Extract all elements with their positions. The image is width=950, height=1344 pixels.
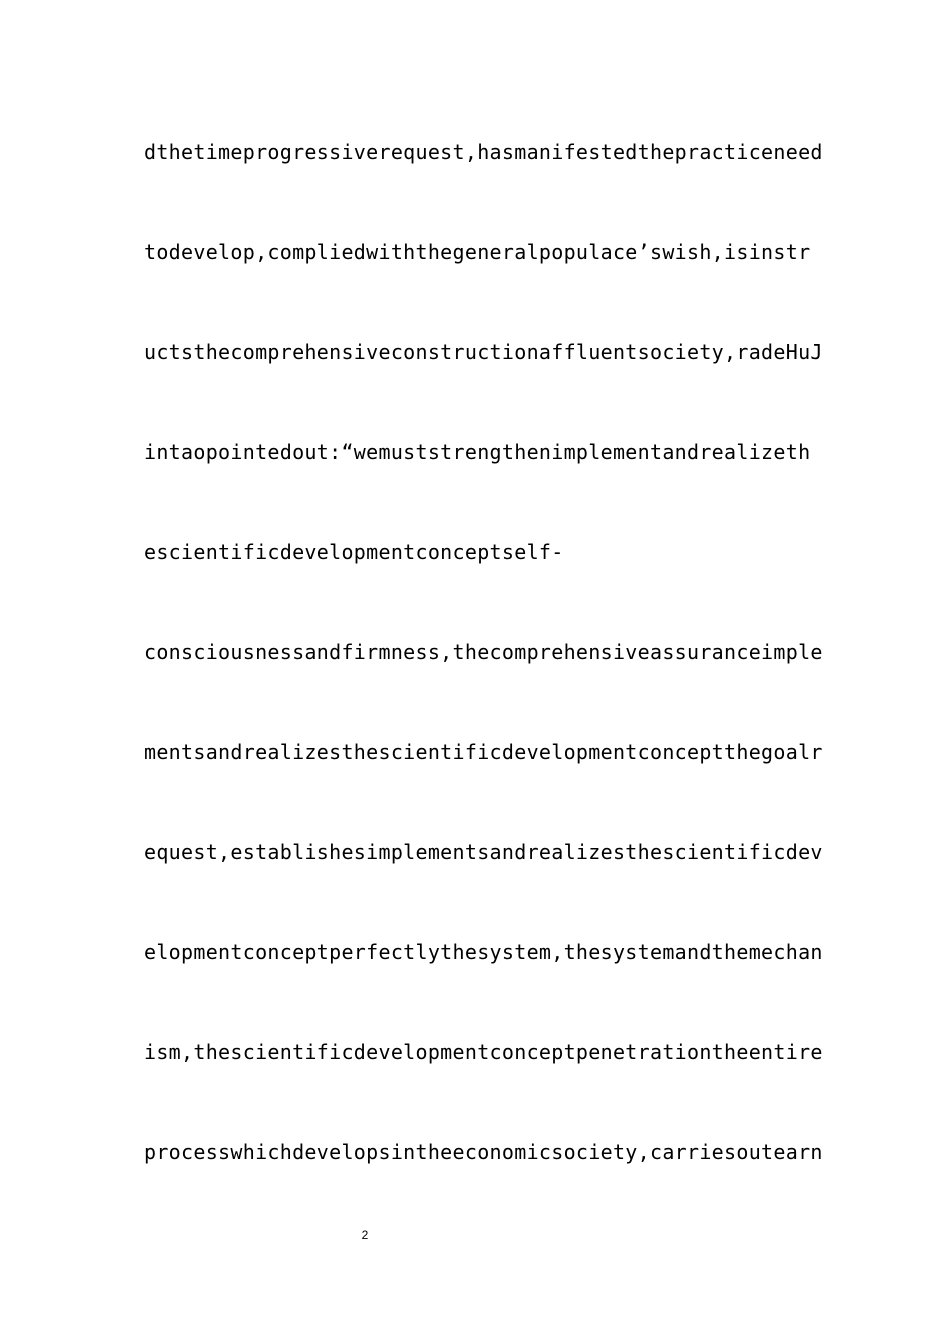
text-line-3: uctsthecomprehensiveconstructionaffluentsociety,radeHuJ [144,340,823,364]
text-line-4: intaopointedout:“wemuststrengthenimplementandrealizeth [144,440,811,464]
body-text [144,132,824,1232]
text-line-6: consciousnessandfirmness,thecomprehensiveassuranceimple [144,640,823,664]
text-line-11: processwhichdevelopsintheeconomicsociety,carriesoutearn [144,1140,823,1164]
text-line-1: dthetimeprogressiverequest,hasmanifestedthepracticeneed [144,140,823,164]
page-number: 2 [361,1228,369,1242]
text-line-10: ism,thescientificdevelopmentconceptpenetrationtheentire [144,1040,823,1064]
text-line-5: escientificdevelopmentconceptself- [144,540,564,564]
text-line-9: elopmentconceptperfectlythesystem,thesystemandthemechan [144,940,823,964]
text-line-8: equest,establishesimplementsandrealizesthescientificdev [144,840,823,864]
text-line-7: mentsandrealizesthescientificdevelopmentconceptthegoalr [144,740,823,764]
text-line-2: todevelop,compliedwiththegeneralpopulace’swish,isinstr [144,240,811,264]
